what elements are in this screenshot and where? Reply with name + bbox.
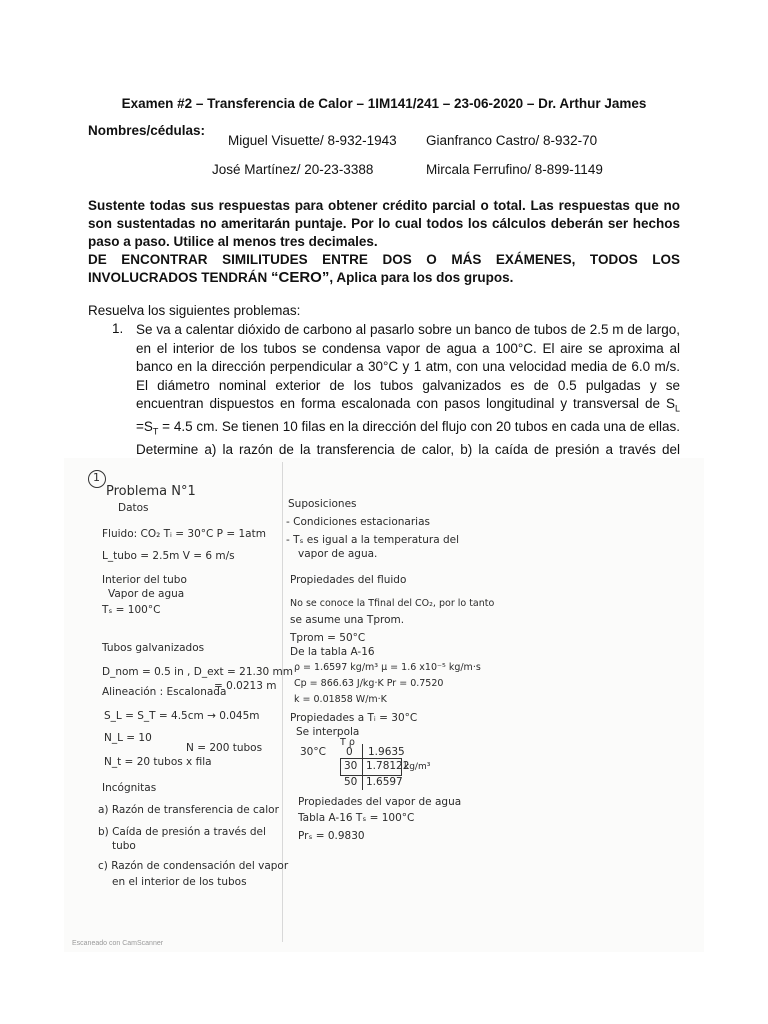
warning-paragraph — [88, 251, 680, 287]
problem-text: =S — [136, 419, 153, 435]
hw-line: k = 0.01858 W/m·K — [294, 694, 387, 705]
hw-table-cell: 1.78122 — [366, 760, 410, 772]
subscript-l: L — [674, 403, 680, 414]
hw-line: ρ = 1.6597 kg/m³ μ = 1.6 x10⁻⁵ kg/m·s — [294, 662, 481, 673]
hw-line: Tubos galvanizados — [102, 642, 205, 654]
hw-line: se asume una Tprom. — [290, 614, 405, 626]
hw-line: Fluido: CO₂ Tᵢ = 30°C P = 1atm — [102, 528, 266, 540]
camscanner-watermark: Escaneado con CamScanner — [72, 940, 164, 947]
hw-line: Suposiciones — [288, 498, 357, 510]
hw-line: Incógnitas — [102, 782, 157, 794]
warning-cero: “CERO” — [271, 269, 330, 286]
problem-text: Se va a calentar dióxido de carbono al pasarlo sobre un banco de tubos de 2.5 m de largo, en el interior de los tubos se condensa vapor de agua a 100°C. El aire se aproxima al banco en la dirección perpendicular a 30°C y 1 atm, con una velocidad media de 6.0 m/s. El diámetro nominal exterior de los tubos galvanizados es de 0.5 pulgadas y se encuentran dispuestos en forma escalonada con pasos longitudinal y transversal de S — [136, 322, 680, 411]
hw-table-cell: 30 — [344, 760, 358, 772]
circled-number-text: 1 — [93, 471, 100, 484]
hw-line: c) Razón de condensación del vapor — [98, 860, 289, 872]
hw-line: b) Caída de presión a través del — [98, 826, 266, 838]
hw-line: Tprom = 50°C — [290, 632, 366, 644]
student-name: Mircala Ferrufino/ 8-899-1149 — [426, 162, 603, 177]
warning-tail: , Aplica para los dos grupos. — [329, 270, 514, 285]
hw-line: tubo — [112, 840, 136, 852]
hw-line: = 0.0213 m — [214, 680, 277, 692]
hw-line: N_t = 20 tubos x fila — [104, 756, 212, 768]
hw-line: Alineación : Escalonada — [102, 686, 227, 698]
hw-line: N = 200 tubos — [186, 742, 263, 754]
hw-table-header: T ρ — [340, 737, 355, 748]
problem-statement — [136, 321, 680, 478]
student-name: José Martínez/ 20-23-3388 — [212, 162, 374, 177]
hw-line: Tₛ = 100°C — [102, 604, 161, 616]
hw-line: No se conoce la Tfinal del CO₂, por lo tanto — [290, 598, 495, 609]
hw-heading: Problema N°1 — [106, 484, 196, 499]
hw-table-unit: kg/m³ — [404, 762, 431, 772]
problem-number: 1. — [112, 321, 124, 336]
subscript-t: T — [152, 426, 159, 437]
hw-line: Se interpola — [296, 726, 360, 738]
hw-line: Cp = 866.63 J/kg·K Pr = 0.7520 — [294, 678, 444, 689]
student-name: Miguel Visuette/ 8-932-1943 — [228, 133, 397, 148]
problem-text: = 4.5 cm. Se tienen 10 filas en la dirección del flujo con 20 tubos en cada una de ellas. Determine a) la razón de la transferencia de calor, b) la caída de presión a través del — [136, 419, 680, 458]
student-name: Gianfranco Castro/ 8-932-70 — [426, 133, 598, 148]
hw-table-cell: 1.6597 — [366, 776, 403, 788]
hw-table-rule — [362, 744, 363, 790]
hw-table-cell: 50 — [344, 776, 358, 788]
instructions-paragraph: Sustente todas sus respuestas para obtener crédito parcial o total. Las respuestas que no son sustentadas no ameritarán puntaje. Por lo cual todos los cálculos deberán ser hechos paso a paso. Utilice al menos tres decimales. — [88, 198, 680, 249]
hw-line: Propiedades del fluido — [290, 574, 407, 586]
solve-heading: Resuelva los siguientes problemas: — [88, 303, 301, 318]
hw-table-cell: 1.9635 — [368, 746, 405, 758]
hw-line: Propiedades a Tᵢ = 30°C — [290, 712, 418, 724]
hw-line: Tabla A-16 Tₛ = 100°C — [298, 812, 415, 824]
hw-line: Interior del tubo — [102, 574, 187, 586]
warning-text: DE ENCONTRAR SIMILITUDES ENTRE DOS O MÁS EXÁMENES, TODOS LOS INVOLUCRADOS TENDRÁN — [88, 252, 680, 285]
hw-table-label: 30°C — [300, 746, 326, 758]
hw-line: D_nom = 0.5 in , D_ext = 21.30 mm — [102, 666, 294, 678]
hw-line: en el interior de los tubos — [112, 876, 247, 888]
hw-table-cell: 0 — [346, 746, 353, 758]
hw-line: - Condiciones estacionarias — [286, 516, 430, 528]
hw-line: Vapor de agua — [108, 588, 185, 600]
hw-line: vapor de agua. — [298, 548, 378, 560]
exam-title: Examen #2 – Transferencia de Calor – 1IM141/241 – 23-06-2020 – Dr. Arthur James — [121, 96, 647, 111]
hw-line: N_L = 10 — [104, 732, 152, 744]
names-label: Nombres/cédulas: — [88, 123, 206, 138]
hw-line: - Tₛ es igual a la temperatura del — [286, 534, 460, 546]
hw-line: L_tubo = 2.5m V = 6 m/s — [102, 550, 235, 562]
hw-line: Datos — [118, 502, 149, 514]
hw-line: De la tabla A-16 — [290, 646, 375, 658]
hw-line: Prₛ = 0.9830 — [298, 830, 365, 842]
hw-line: S_L = S_T = 4.5cm → 0.045m — [104, 710, 260, 722]
hw-line: Propiedades del vapor de agua — [298, 796, 462, 808]
hw-line: a) Razón de transferencia de calor — [98, 804, 279, 816]
